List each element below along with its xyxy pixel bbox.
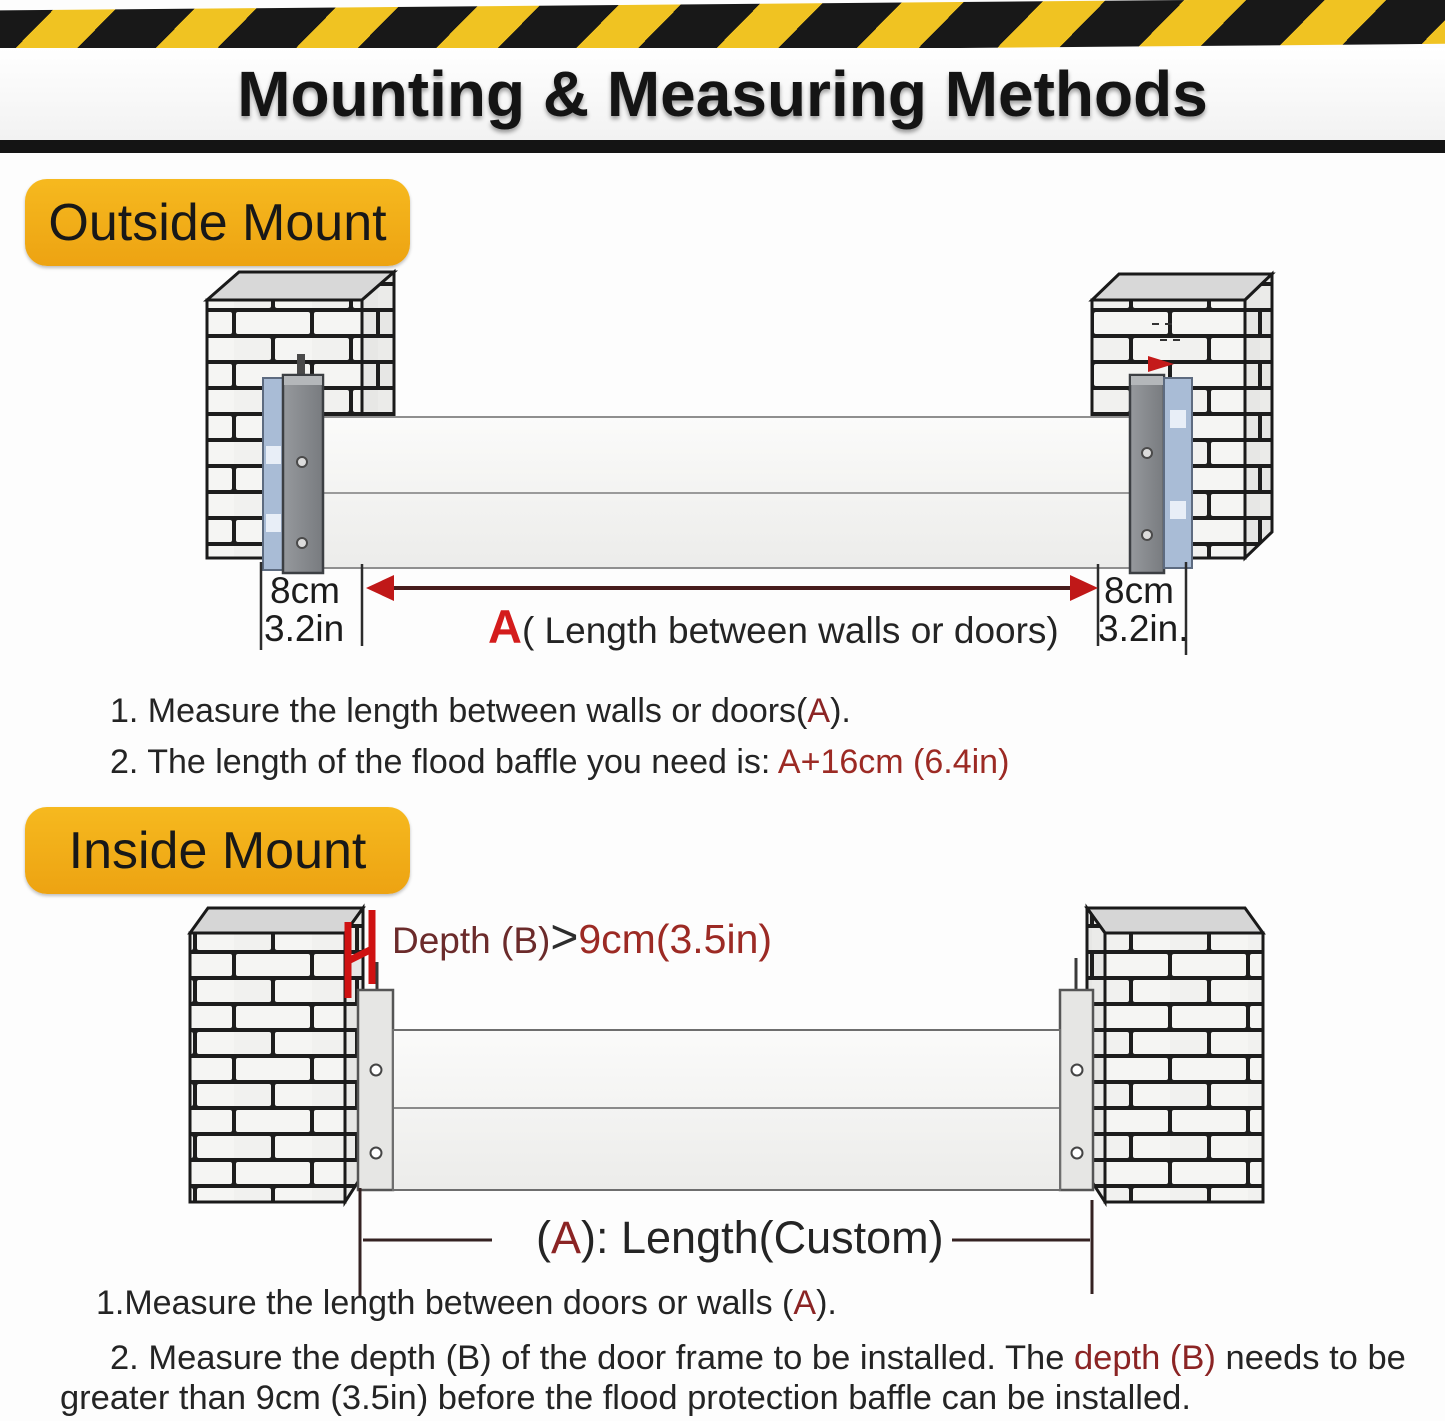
- right-brick-pillar: [1087, 908, 1263, 1202]
- screw-hole: [1142, 530, 1152, 540]
- flood-barrier-panel: [393, 1030, 1060, 1190]
- left-mounting-channel: [358, 962, 393, 1190]
- instruction-step: 1.Measure the length between doors or walls (A).: [96, 1284, 837, 1322]
- outside-mount-badge: [25, 179, 410, 266]
- sealing-strip: [1164, 378, 1192, 568]
- right-offset-inch-label: 3.2in.: [1098, 608, 1189, 649]
- title-band: [0, 48, 1445, 140]
- screw-hole: [297, 457, 307, 467]
- depth-requirement-label: Depth (B) > 9cm(3.5in): [392, 911, 773, 964]
- instruction-step: 1. Measure the length between walls or doors(A).: [110, 692, 851, 730]
- page-title: Mounting & Measuring Methods: [237, 58, 1208, 130]
- right-offset-cm-label: 8cm: [1104, 570, 1174, 611]
- screw-hole: [1142, 448, 1152, 458]
- outside-mount-badge-label: Outside Mount: [48, 193, 387, 252]
- screw-hole: [371, 1065, 382, 1076]
- left-offset-cm-label: 8cm: [270, 570, 340, 611]
- screw-hole: [371, 1148, 382, 1159]
- right-mounting-channel: [1060, 958, 1093, 1190]
- inside-mount-instructions: [60, 1284, 1412, 1418]
- instruction-step: 2. Measure the depth (B) of the door frame to be installed. The depth (B) needs to be greater than 9cm (3.5in) before the flood protection baffle can be installed.: [60, 1339, 1406, 1417]
- inside-mount-badge: [25, 807, 410, 894]
- screw-hole: [297, 538, 307, 548]
- screw-hole: [1072, 1148, 1083, 1159]
- flood-barrier-panel: [322, 417, 1132, 568]
- screw-hole: [1072, 1065, 1083, 1076]
- inside-mount-badge-label: Inside Mount: [68, 821, 367, 880]
- left-offset-inch-label: 3.2in: [264, 608, 345, 649]
- title-divider-bar: [0, 140, 1445, 153]
- left-mounting-channel: [263, 354, 323, 573]
- outside-mount-instructions: [110, 692, 1360, 782]
- instruction-step: 2. The length of the flood baffle you need is: A+16cm (6.4in): [110, 743, 1010, 782]
- length-between-walls-label: A ( Length between walls or doors): [488, 600, 1059, 653]
- sealing-strip: [263, 378, 285, 570]
- custom-length-label: (A): Length(Custom): [536, 1212, 944, 1263]
- left-brick-pillar: [190, 908, 363, 1202]
